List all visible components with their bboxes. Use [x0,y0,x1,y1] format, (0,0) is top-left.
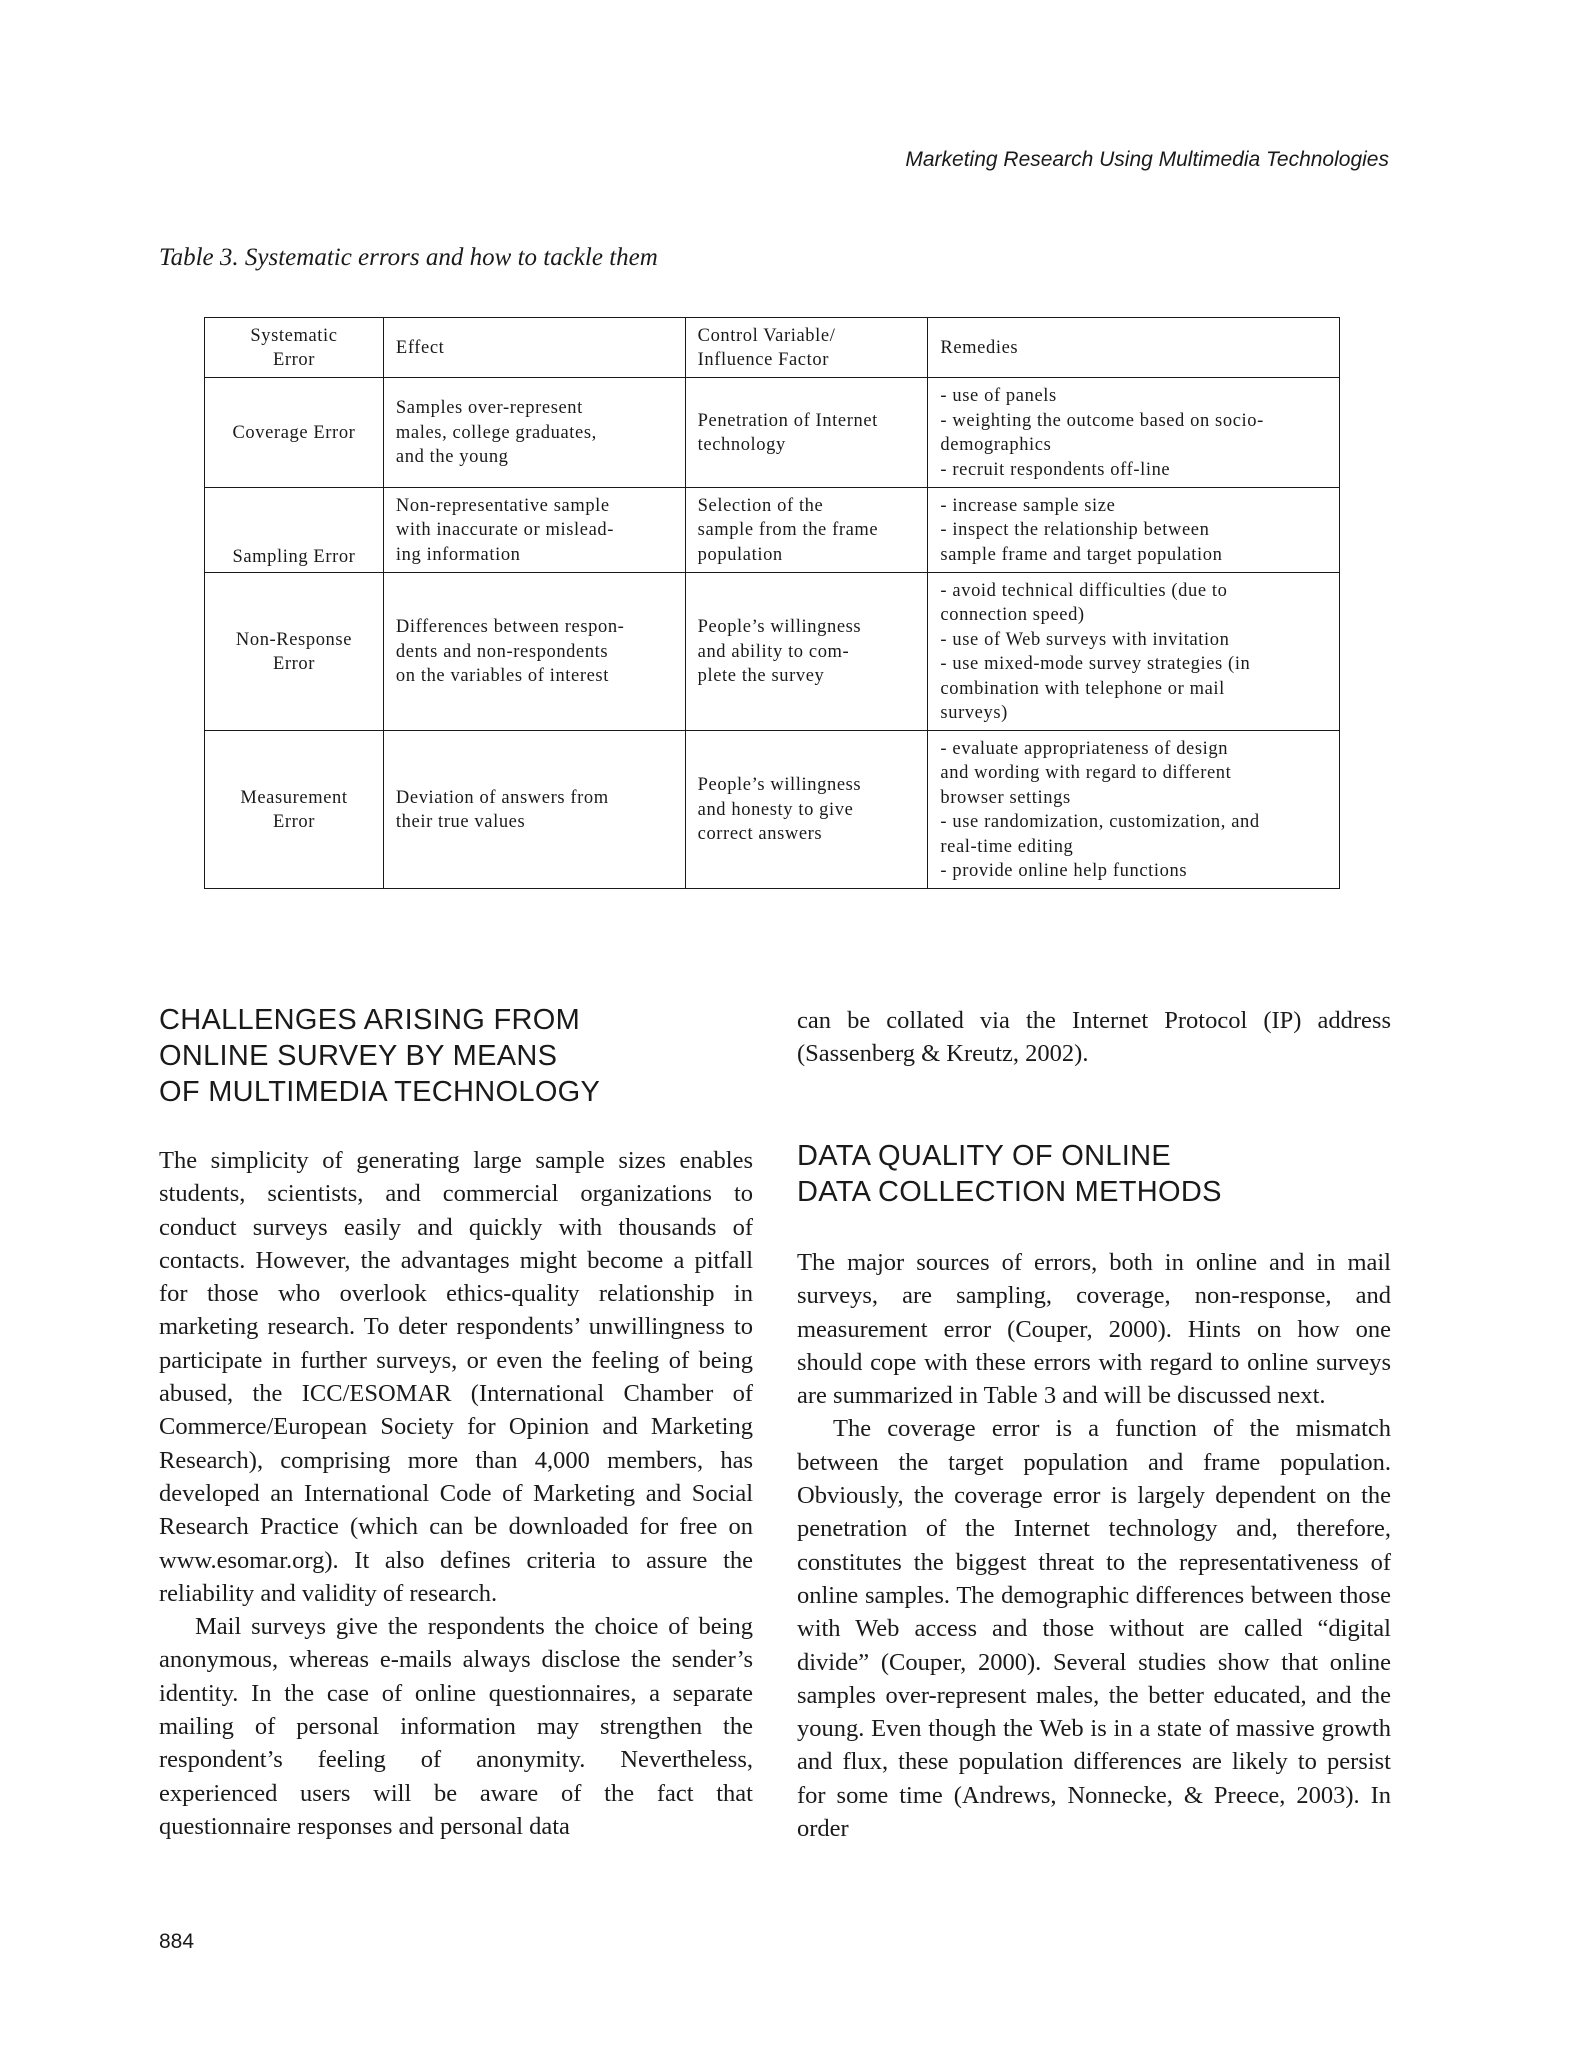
table-row [205,378,1340,488]
body-paragraph: The major sources of errors, both in online and in mail surveys, are sampling, coverage, non-response, and measurement error (Couper, 2000). Hints on how one should cope with these errors with regard to online surveys are summarized in Table 3 and will be discussed next. [797,1249,1391,1410]
table-header-row [205,318,1340,378]
header-remedies: Remedies [928,318,1340,378]
row-error-sampling: Sampling Error [205,488,384,573]
header-systematic-error: Systematic Error [205,318,384,378]
table-row [205,488,1340,573]
body-paragraph: Mail surveys give the respondents the choice of being anonymous, whereas e-mails always disclose the sender’s identity. In the case of online questionnaires, a separate mailing of personal information may strengthen the respondent’s feeling of anonymity. Nevertheless, experienced users will be aware of the fact that questionnaire responses and personal data [159,1613,753,1840]
row-control: People’s willingness and ability to com- plete the survey [685,573,928,731]
row-control: Penetration of Internet technology [685,378,928,488]
table-row [205,573,1340,731]
row-control: Selection of the sample from the frame population [685,488,928,573]
row-error-coverage: Coverage Error [205,378,384,488]
table-row [205,731,1340,889]
table-caption: Table 3. Systematic errors and how to tackle them [159,244,658,271]
running-head: Marketing Research Using Multimedia Technologies [905,148,1389,171]
header-control-variable: Control Variable/ Influence Factor [685,318,928,378]
section-heading-data-quality: DATA QUALITY OF ONLINE DATA COLLECTION METHODS [797,1140,1222,1208]
row-error-measurement: Measurement Error [205,731,384,889]
row-remedies: - avoid technical difficulties (due to connection speed) - use of Web surveys with invitation - use mixed-mode survey strategies (in combination with telephone or mail surveys) [928,573,1340,731]
row-error-non-response: Non-Response Error [205,573,384,731]
body-paragraph: The coverage error is a function of the mismatch between the target population and frame population. Obviously, the coverage error is largely dependent on the penetration of the Internet technology and, therefore, constitutes the biggest threat to the representativeness of online samples. The demographic differences between those with Web access and those without are called “digital divide” (Couper, 2000). Several studies show that online samples over-represent males, the better educated, and the young. Even though the Web is in a state of massive growth and flux, these population differences are likely to persist for some time (Andrews, Nonnecke, & Preece, 2003). In order [797,1415,1391,1843]
page-number: 884 [159,1930,195,1953]
row-effect: Differences between respon- dents and non-respondents on the variables of interest [383,573,685,731]
header-effect: Effect [383,318,685,378]
body-paragraph: The simplicity of generating large sample sizes enables students, scientists, and commercial organizations to conduct surveys easily and quickly with thousands of contacts. However, the advantages might become a pitfall for those who overlook ethics-quality relationship in marketing research. To deter respondents’ unwillingness to participate in further surveys, or even the feeling of being abused, the ICC/ESOMAR (International Chamber of Commerce/European Society for Opinion and Marketing Research), comprising more than 4,000 members, has developed an International Code of Marketing and Social Research Practice (which can be downloaded for free on www.esomar.org). It also defines criteria to assure the reliability and validity of research. [159,1147,753,1607]
row-remedies: - evaluate appropriateness of design and wording with regard to different browser settings - use randomization, customization, and real-time editing - provide online help functions [928,731,1340,889]
right-column-body [797,1246,1391,1845]
row-control: People’s willingness and honesty to give correct answers [685,731,928,889]
row-effect: Non-representative sample with inaccurate or mislead- ing information [383,488,685,573]
body-paragraph: can be collated via the Internet Protocol (IP) address (Sassenberg & Kreutz, 2002). [797,1007,1391,1068]
systematic-errors-table [204,317,1340,889]
left-column-body [159,1144,753,1843]
right-column-continuation [797,1004,1391,1071]
row-effect: Samples over-represent males, college graduates, and the young [383,378,685,488]
row-remedies: - increase sample size - inspect the relationship between sample frame and target population [928,488,1340,573]
row-effect: Deviation of answers from their true values [383,731,685,889]
row-remedies: - use of panels - weighting the outcome based on socio- demographics - recruit respondents off-line [928,378,1340,488]
section-heading-challenges: CHALLENGES ARISING FROM ONLINE SURVEY BY MEANS OF MULTIMEDIA TECHNOLOGY [159,1004,601,1108]
